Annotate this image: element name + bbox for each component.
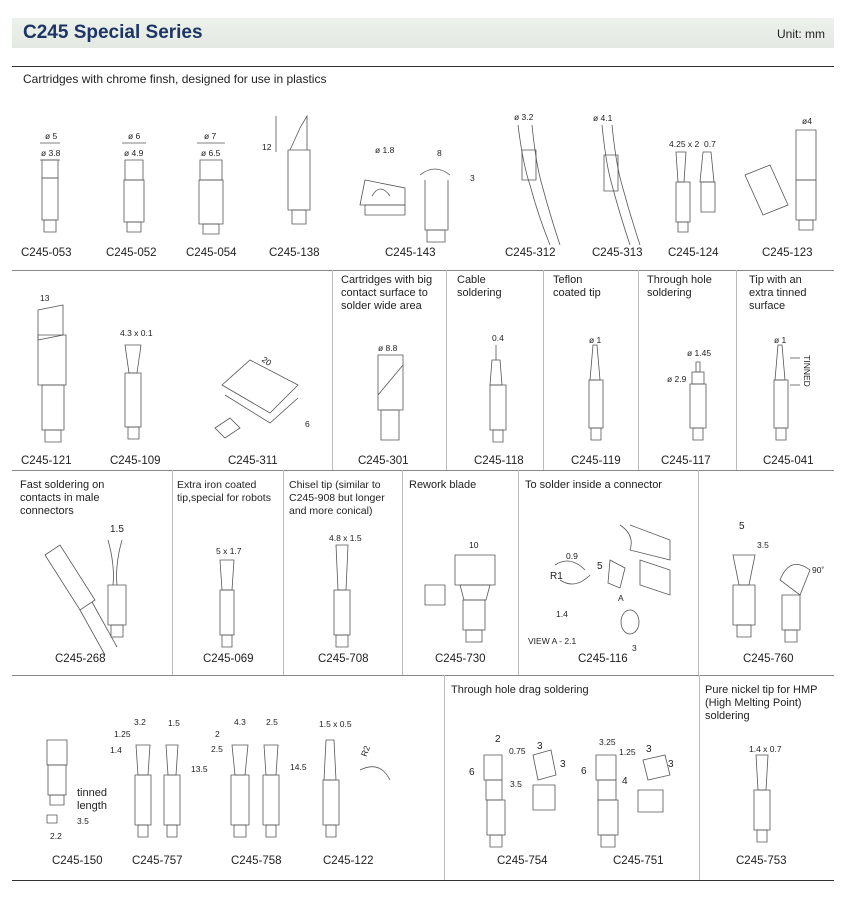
product-code: C245-708	[318, 653, 369, 665]
product-code: C245-123	[762, 247, 813, 259]
dimension-label: 20	[259, 354, 274, 368]
product-code: C245-121	[21, 455, 72, 467]
dimension-label: tinned	[77, 787, 107, 799]
dimension-label: 10	[469, 540, 479, 550]
dimension-label: 1.25	[114, 729, 131, 739]
dimension-label: 3.5	[510, 779, 522, 789]
product-code: C245-116	[578, 653, 628, 665]
dimension-label: ø 5	[45, 131, 58, 141]
dimension-label: 5 x 1.7	[216, 546, 242, 556]
product-code: C245-052	[106, 247, 157, 259]
dimension-label: ø 3.2	[514, 112, 534, 122]
dimension-label: TINNED	[801, 355, 812, 387]
dimension-label: ø 1	[589, 335, 602, 345]
dimension-label: 0.9	[566, 551, 578, 561]
product-code: C245-753	[736, 855, 787, 867]
section-caption: Extra iron coated tip,special for robots	[177, 479, 271, 504]
dimension-label: 3.5	[77, 816, 89, 826]
dimension-label: 2.5	[266, 717, 278, 727]
dimension-label: 12	[262, 142, 272, 152]
dimension-label: 2	[215, 729, 220, 739]
product-code: C245-150	[52, 855, 103, 867]
dimension-label: length	[77, 800, 107, 812]
dimension-label: 1.5 x 0.5	[319, 719, 352, 729]
dimension-label: 1.4	[110, 745, 122, 755]
dimension-label: ø 7	[204, 131, 217, 141]
dimension-label: 0.75	[509, 746, 526, 756]
dimension-label: 3.2	[134, 717, 146, 727]
dimension-label: 13.5	[191, 764, 208, 774]
section-caption: Through hole drag soldering	[451, 684, 589, 696]
dimension-label: ø 6.5	[201, 148, 221, 158]
dimension-label: 90˚	[812, 565, 825, 575]
dimension-label: ø 1.8	[375, 145, 395, 155]
product-code: C245-119	[571, 455, 621, 467]
dimension-label: ø4	[802, 116, 812, 126]
dimension-label: R1	[550, 571, 563, 582]
dimension-label: 2.2	[50, 831, 62, 841]
unit-label: Unit: mm	[777, 27, 825, 41]
dimension-label: R2	[358, 744, 372, 758]
dimension-label: 4.3	[234, 717, 246, 727]
dimension-label: 5	[597, 561, 603, 572]
product-code: C245-313	[592, 247, 643, 259]
dimension-label: 1.4	[556, 609, 568, 619]
dimension-label: 1.25	[619, 747, 636, 757]
product-code: C245-312	[505, 247, 556, 259]
product-code: C245-751	[613, 855, 664, 867]
product-code: C245-757	[132, 855, 183, 867]
product-code: C245-122	[323, 855, 374, 867]
dimension-label: 3	[560, 759, 566, 770]
dimension-label: ø 3.8	[41, 148, 61, 158]
dimension-label: 1.5	[168, 718, 180, 728]
section-caption: Cartridges with big contact surface to solder wide area	[341, 274, 433, 312]
dimension-label: 3.25	[599, 737, 616, 747]
section-caption: Fast soldering on contacts in male connectors	[20, 479, 105, 517]
dimension-label: 1.5	[110, 524, 124, 535]
section-caption: Chisel tip (similar to C245-908 but longer and more conical)	[289, 479, 385, 517]
dimension-label: ø 4.9	[124, 148, 144, 158]
dimension-label: 3	[470, 173, 475, 183]
product-code: C245-758	[231, 855, 282, 867]
dimension-label: 0.4	[492, 333, 504, 343]
product-code: C245-117	[661, 455, 711, 467]
dimension-label: 6	[305, 419, 310, 429]
product-code: C245-109	[110, 455, 161, 467]
dimension-label: 3	[646, 744, 652, 755]
product-code: C245-730	[435, 653, 486, 665]
dimension-label: 14.5	[290, 762, 307, 772]
dimension-label: 0.7	[704, 139, 716, 149]
dimension-label: 6	[581, 766, 587, 777]
dimension-label: 3	[537, 741, 543, 752]
product-code: C245-053	[21, 247, 72, 259]
dimension-label: ø 1	[774, 335, 787, 345]
dimension-label: ø 8.8	[378, 343, 398, 353]
dimension-label: 2.5	[211, 744, 223, 754]
product-code: C245-118	[474, 455, 524, 467]
section-caption: Through hole soldering	[647, 274, 712, 299]
dimension-label: 8	[437, 148, 442, 158]
product-code: C245-754	[497, 855, 548, 867]
product-code: C245-069	[203, 653, 254, 665]
dimension-label: ø 1.45	[687, 348, 712, 358]
section-heading: Cartridges with chrome finsh, designed for use in plastics	[23, 72, 327, 86]
section-caption: To solder inside a connector	[525, 479, 662, 491]
dimension-label: 4.25 x 2	[669, 139, 700, 149]
dimension-label: 2	[495, 734, 501, 745]
dimension-label: 3.5	[757, 540, 769, 550]
dimension-label: 5	[739, 521, 745, 532]
product-code: C245-041	[763, 455, 814, 467]
dimension-label: 3	[632, 643, 637, 653]
section-caption: Tip with an extra tinned surface	[749, 274, 807, 312]
product-code: C245-124	[668, 247, 719, 259]
product-code: C245-311	[228, 455, 278, 467]
section-caption: Cable soldering	[457, 274, 502, 299]
dimension-label: 13	[40, 293, 50, 303]
dimension-label: A	[618, 593, 624, 603]
dimension-label: 4.3 x 0.1	[120, 328, 153, 338]
section-caption: Pure nickel tip for HMP (High Melting Point) soldering	[705, 684, 818, 722]
dimension-label: ø 4.1	[593, 113, 613, 123]
dimension-label: VIEW A - 2.1	[528, 636, 577, 646]
section-caption: Rework blade	[409, 479, 477, 491]
product-code: C245-054	[186, 247, 237, 259]
product-code: C245-143	[385, 247, 436, 259]
dimension-label: 6	[469, 767, 475, 778]
dimension-label: 1.4 x 0.7	[749, 744, 782, 754]
dimension-label: ø 2.9	[667, 374, 687, 384]
page-title: C245 Special Series	[23, 22, 203, 43]
dimension-label: 4.8 x 1.5	[329, 533, 362, 543]
product-code: C245-268	[55, 653, 106, 665]
dimension-label: ø 6	[128, 131, 141, 141]
product-code: C245-301	[358, 455, 409, 467]
dimension-label: 3	[668, 759, 674, 770]
product-code: C245-760	[743, 653, 794, 665]
product-code: C245-138	[269, 247, 320, 259]
section-caption: Teflon coated tip	[553, 274, 601, 299]
dimension-label: 4	[622, 776, 628, 787]
